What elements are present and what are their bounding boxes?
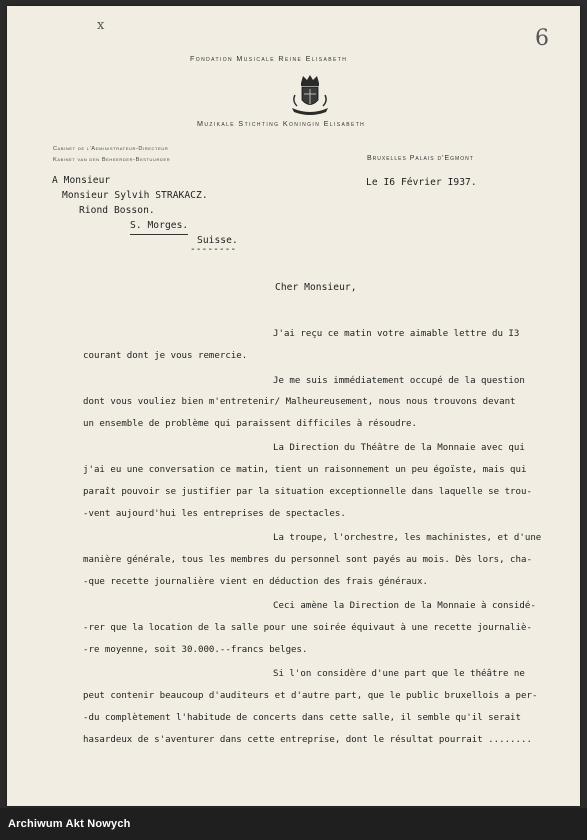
body-line-4: dont vous vouliez bien m'entretenir/ Malheureusement, nous nous trouvons devant xyxy=(83,397,516,407)
body-line-5: un ensemble de problème qui paraissent difficiles à résoudre. xyxy=(83,419,417,429)
recipient-line-2: Monsieur Sylvih STRAKACZ. xyxy=(62,190,208,201)
body-line-10: La troupe, l'orchestre, les machinistes, et d'une xyxy=(273,533,542,543)
body-line-8: paraît pouvoir se justifier par la situation exceptionnelle dans laquelle se trou- xyxy=(83,487,532,497)
cabinet-fr: Cabinet de l'Administrateur-Directeur xyxy=(53,146,169,152)
recipient-line-5: Suisse. xyxy=(197,235,238,246)
body-line-1: J'ai reçu ce matin votre aimable lettre du I3 xyxy=(273,329,520,339)
body-line-13: Ceci amène la Direction de la Monnaie à considé- xyxy=(273,601,536,611)
body-line-7: j'ai eu une conversation ce matin, tient un raisonnement un peu égoïste, mais qui xyxy=(83,465,527,475)
recipient-line-3: Riond Bosson. xyxy=(79,205,155,216)
body-line-2: courant dont je vous remercie. xyxy=(83,351,248,361)
body-line-18: -du complètement l'habitude de concerts dans cette salle, il semble qu'il serait xyxy=(83,713,521,723)
body-line-15: -re moyenne, soit 30.000.--francs belges. xyxy=(83,645,308,655)
body-line-6: La Direction du Théâtre de la Monnaie avec qui xyxy=(273,443,525,453)
recipient-underline xyxy=(130,234,188,235)
letterhead-foundation-nl: Muzikale Stichting Koningin Elisabeth xyxy=(197,119,366,128)
pencil-mark: x xyxy=(97,18,105,33)
archive-footer-bar xyxy=(0,808,587,840)
body-line-12: -que recette journalière vient en déduction des frais généraux. xyxy=(83,577,428,587)
body-line-3: Je me suis immédiatement occupé de la question xyxy=(273,376,525,386)
letter-date: Le I6 Février I937. xyxy=(366,177,477,188)
archive-name: Archiwum Akt Nowych xyxy=(8,818,131,830)
salutation: Cher Monsieur, xyxy=(275,282,357,293)
page-number: 6 xyxy=(535,26,549,51)
recipient-line-4: S. Morges. xyxy=(130,220,189,231)
body-line-9: -vent aujourd'hui les entreprises de spectacles. xyxy=(83,509,346,519)
body-line-16: Si l'on considère d'une part que le théâtre ne xyxy=(273,669,525,679)
letterhead-address: Bruxelles Palais d'Egmont xyxy=(367,155,474,162)
cabinet-nl: Kabinet van den Beheerder-Bestuurder xyxy=(53,157,171,163)
letterhead-foundation-fr: Fondation Musicale Reine Elisabeth xyxy=(190,54,348,63)
recipient-line-1: A Monsieur xyxy=(52,175,111,186)
letter-page xyxy=(7,6,580,806)
body-line-19: hasardeux de s'aventurer dans cette entreprise, dont le résultat pourrait ........ xyxy=(83,735,532,745)
body-line-17: peut contenir beaucoup d'auditeurs et d'autre part, que le public bruxellois a per- xyxy=(83,691,538,701)
royal-crest-icon xyxy=(289,73,331,117)
body-line-14: -rer que la location de la salle pour une soirée équivaut à une recette journaliè- xyxy=(83,623,532,633)
recipient-line-6: -------- xyxy=(190,244,237,255)
body-line-11: manière générale, tous les membres du personnel sont payés au mois. Dès lors, cha- xyxy=(83,555,532,565)
